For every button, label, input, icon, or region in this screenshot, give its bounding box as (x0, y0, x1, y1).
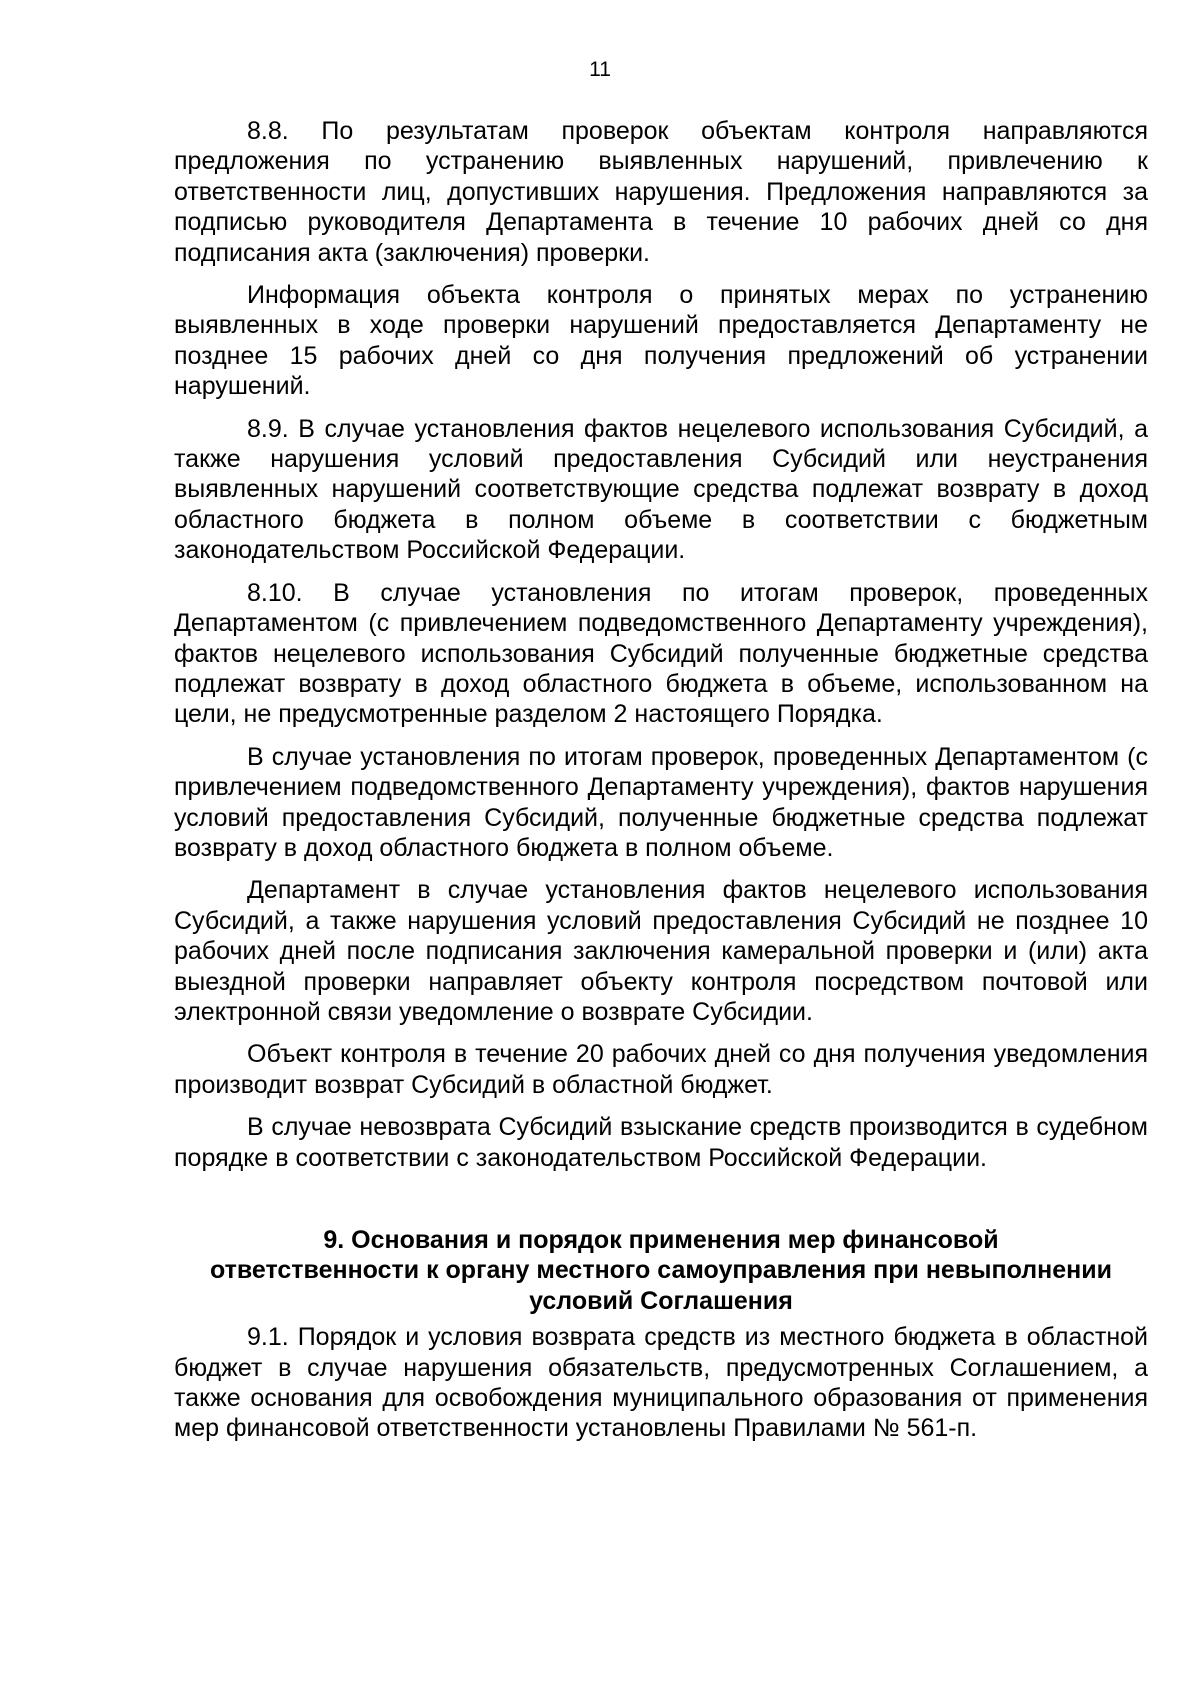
section-9-heading (174, 1225, 1148, 1316)
section-9-heading-line-1: 9. Основания и порядок применения мер финансовой (323, 1226, 999, 1254)
page-number: 11 (589, 58, 611, 81)
paragraph-8-9: 8.9. В случае установления фактов нецелевого использования Субсидий, а также нарушения условий предоставления Субсидий или неустранения выявленных нарушений соответствующие средства подлежат возврату в доход областного бюджета в полном объеме в соответствии с бюджетным законодательством Российской Федерации. (174, 414, 1148, 565)
paragraph-8-10-refund-term: Объект контроля в течение 20 рабочих дней со дня получения уведомления производит возврат Субсидий в областной бюджет. (174, 1040, 1148, 1099)
paragraph-9-1: 9.1. Порядок и условия возврата средств из местного бюджета в областной бюджет в случае нарушения обязательств, предусмотренных Соглашением, а также основания для освобождения муниципального образования от применения мер финансовой ответственности установлены Правилами № 561-п. (174, 1323, 1148, 1443)
section-9-heading-line-3: условий Соглашения (529, 1286, 793, 1315)
paragraph-8-10: 8.10. В случае установления по итогам проверок, проведенных Департаментом (с привлечением подведомственного Департаменту учреждения), фактов нецелевого использования Субсидий полученные бюджетные средства подлежат возврату в доход областного бюджета в объеме, использованном на цели, не предусмотренные разделом 2 настоящего Порядка. (174, 578, 1148, 729)
paragraph-8-10-conditions: В случае установления по итогам проверок, проведенных Департаментом (с привлечением подведомственного Департаменту учреждения), фактов нарушения условий предоставления Субсидий, полученные бюджетные средства подлежат возврату в доход областного бюджета в полном объеме. (174, 742, 1148, 862)
document-body (174, 116, 1148, 1456)
paragraph-8-10-court: В случае невозврата Субсидий взыскание средств производится в судебном порядке в соответствии с законодательством Российской Федерации. (174, 1113, 1148, 1172)
paragraph-8-8-info: Информация объекта контроля о принятых мерах по устранению выявленных в ходе проверки нарушений предоставляется Департаменту не позднее 15 рабочих дней со дня получения предложений об устранении нарушений. (174, 281, 1148, 401)
paragraph-8-10-notification: Департамент в случае установления фактов нецелевого использования Субсидий, а также нарушения условий предоставления Субсидий не позднее 10 рабочих дней после подписания заключения камеральной проверки и (или) акта выездной проверки направляет объекту контроля посредством почтовой или электронной связи уведомление о возврате Субсидии. (174, 876, 1148, 1026)
paragraph-8-8: 8.8. По результатам проверок объектам контроля направляются предложения по устранению выявленных нарушений, привлечению к ответственности лиц, допустивших нарушения. Предложения направляются за подписью руководителя Департамента в течение 10 рабочих дней со дня подписания акта (заключения) проверки. (174, 117, 1148, 267)
section-9-heading-line-2: ответственности к органу местного самоуправления при невыполнении (209, 1256, 1113, 1285)
